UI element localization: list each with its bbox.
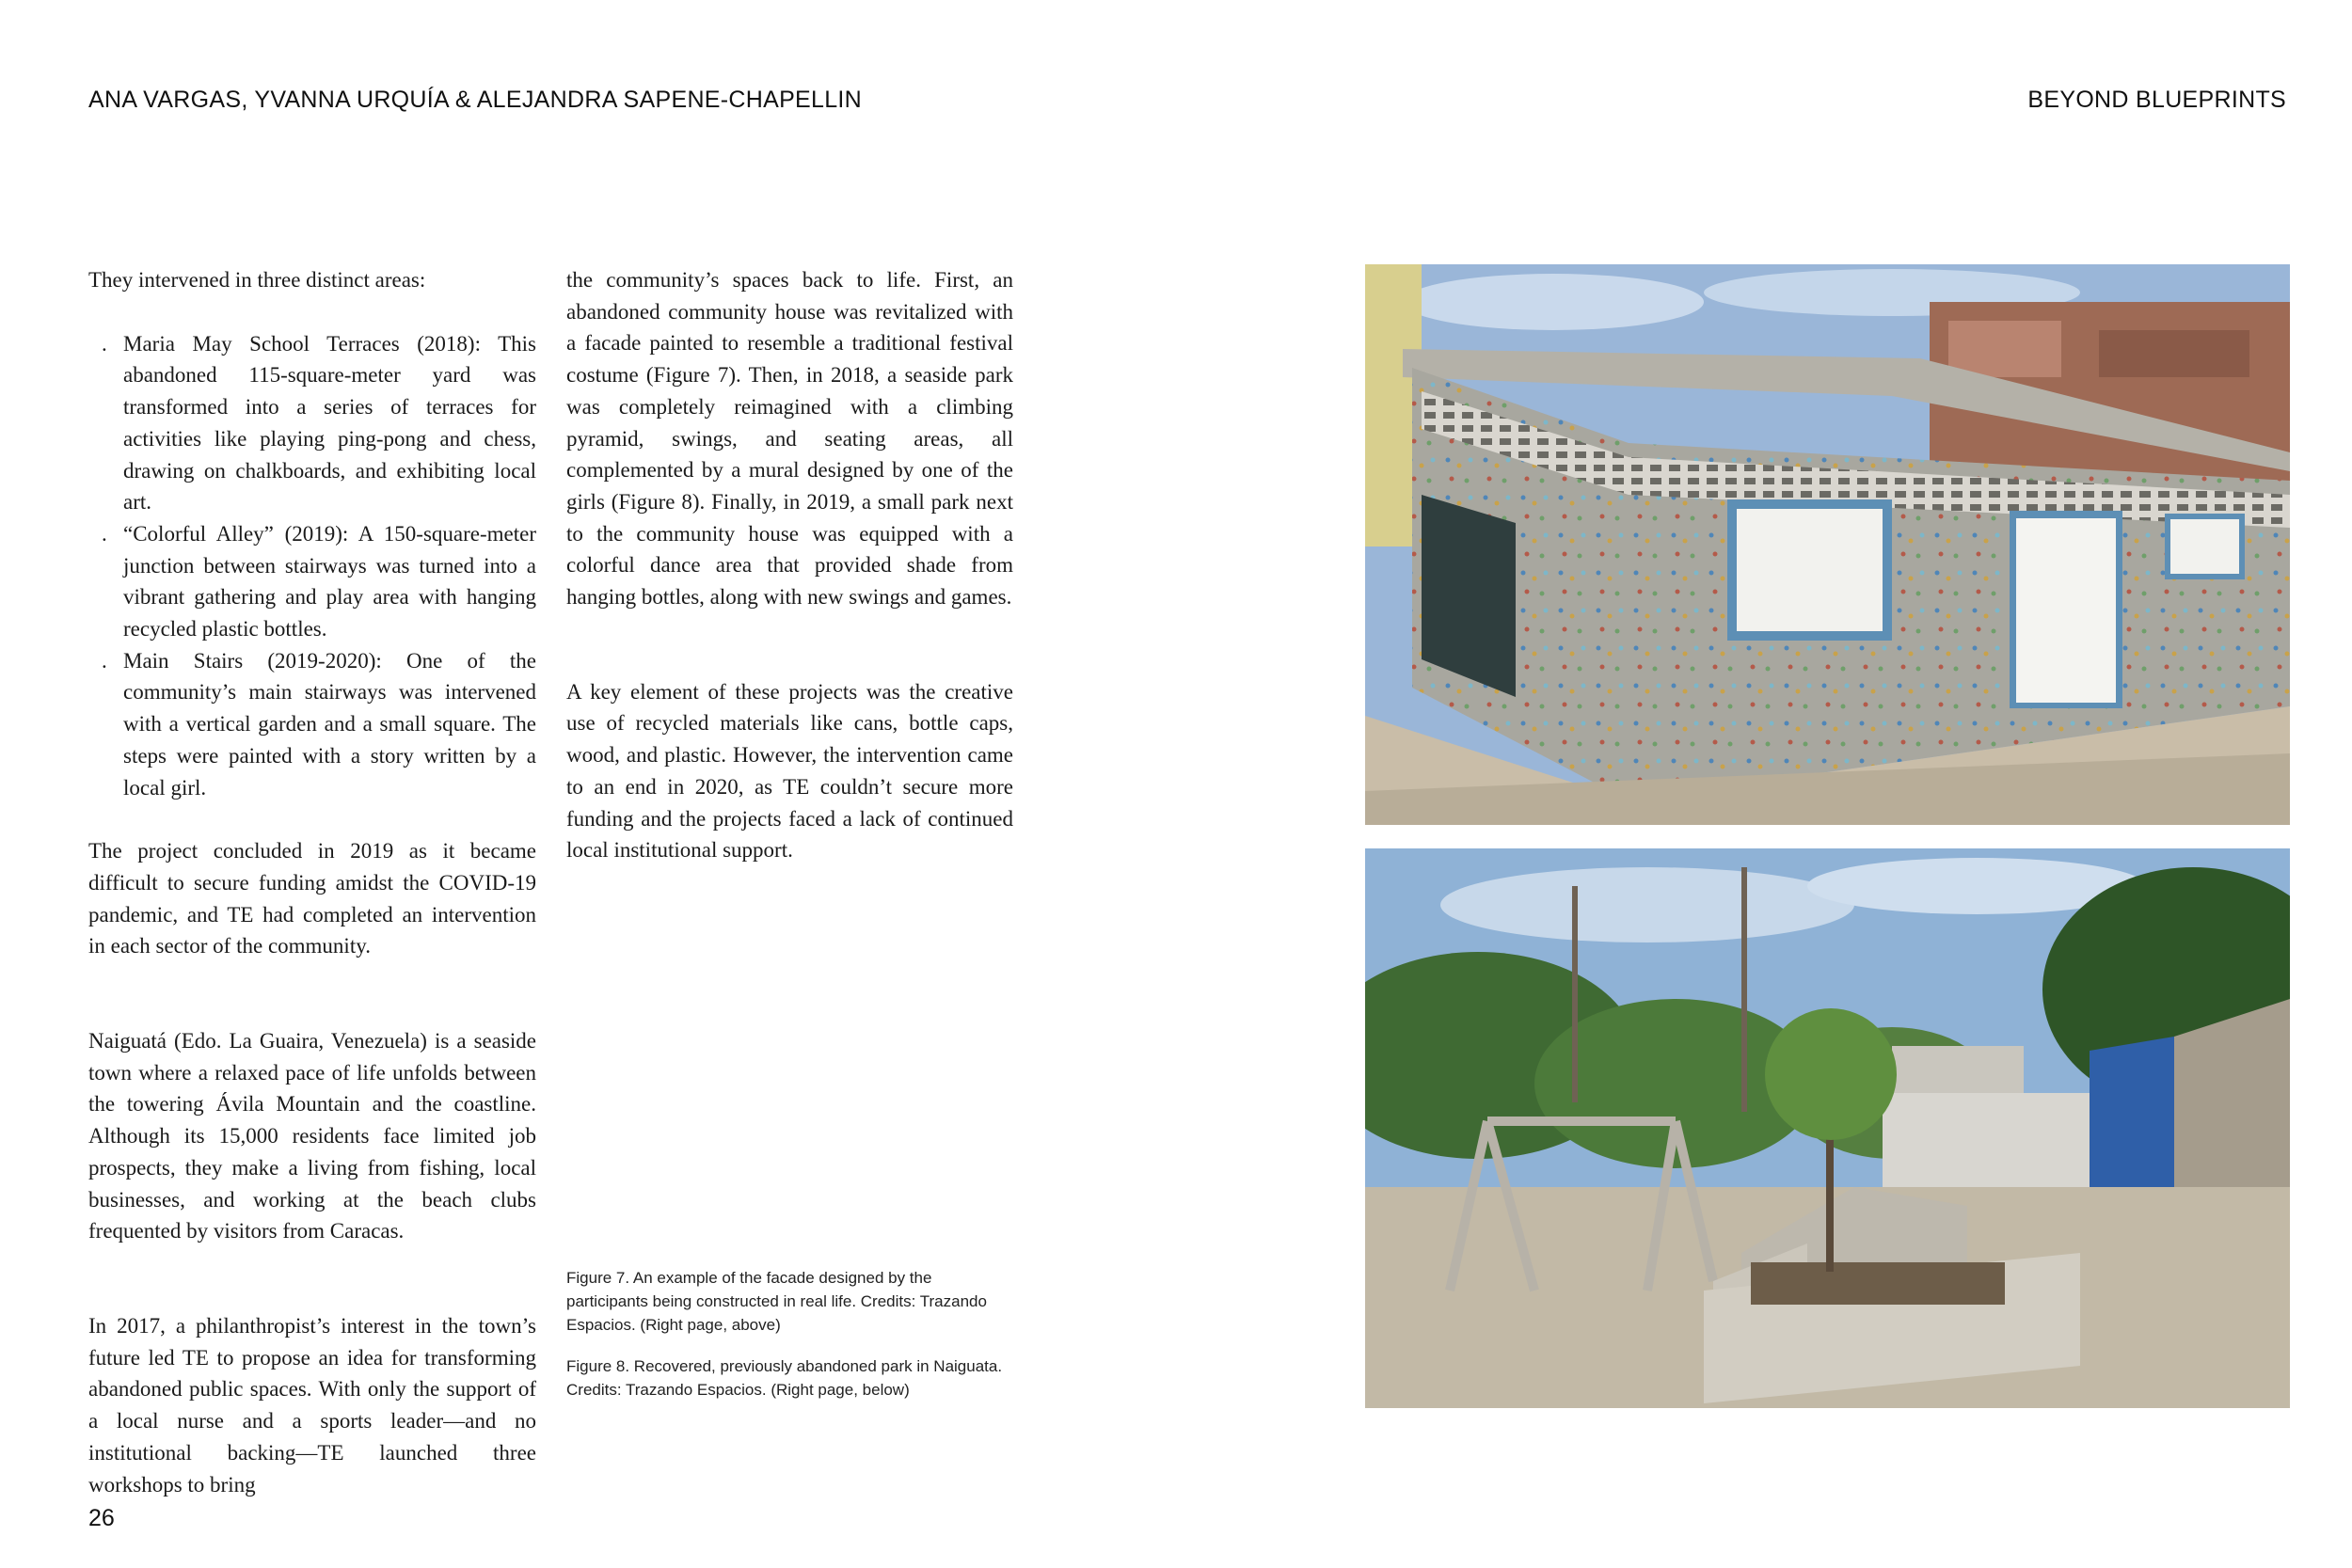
text-column-left [88, 264, 536, 1500]
areas-intro-paragraph: They intervened in three distinct areas: [88, 268, 426, 292]
figure-7-photo [1365, 264, 2290, 825]
text-column-middle [566, 264, 1013, 866]
list-item [88, 645, 536, 804]
running-header-publication: BEYOND BLUEPRINTS [2027, 87, 2286, 113]
naiguata-paragraph: Naiguatá (Edo. La Guaira, Venezuela) is a seaside town where a relaxed pace of life unfolds between the towering Ávila Mountain and the coastline. Although its 15,000 residents face limited job prospects, they make a living from fishing, local businesses, and working at the beach clubs frequented by visitors from Caracas. [88, 1029, 536, 1243]
figure-8-photo [1365, 848, 2290, 1408]
list-item [88, 518, 536, 645]
list-bullet: . [102, 648, 107, 673]
materials-paragraph: A key element of these projects was the creative use of recycled materials like cans, bottle caps, wood, and plastic. However, the intervention came to an end in 2020, as TE couldn’t secure more funding and the projects faced a lack of continued local institutional support. [566, 679, 1013, 863]
list-item-text: “Colorful Alley” (2019): A 150-square-meter junction between stairways was turned into a vibrant gathering and play area with hanging recycled plastic bottles. [123, 521, 536, 641]
figure-8-caption: Figure 8. Recovered, previously abandoned park in Naiguata. Credits: Trazando Espacios. (Right page, below) [566, 1357, 1003, 1399]
list-bullet: . [102, 331, 107, 356]
conclusion-paragraph: The project concluded in 2019 as it became difficult to secure funding amidst the COVID-19 pandemic, and TE had completed an intervention in each sector of the community. [88, 839, 536, 958]
facade-illustration [1365, 264, 2290, 825]
list-bullet: . [102, 521, 107, 546]
running-header-authors: ANA VARGAS, YVANNA URQUÍA & ALEJANDRA SAPENE-CHAPELLIN [88, 87, 863, 113]
list-item-text: Main Stairs (2019-2020): One of the community’s main stairways was intervened with a vertical garden and a small square. The steps were painted with a story written by a local girl. [123, 648, 536, 800]
list-item [88, 328, 536, 518]
list-item-text: Maria May School Terraces (2018): This abandoned 115-square-meter yard was transformed into a series of terraces for activities like playing ping-pong and chess, drawing on chalkboards, and exhibiting local art. [123, 331, 536, 515]
park-illustration [1365, 848, 2290, 1408]
page-number: 26 [88, 1505, 115, 1531]
philanthropist-paragraph: In 2017, a philanthropist’s interest in the town’s future led TE to propose an idea for transforming abandoned public spaces. With only the support of a local nurse and a sports leader—and no institutional backing—TE launched three workshops to bring [88, 1313, 536, 1497]
figure-7-caption: Figure 7. An example of the facade designed by the participants being constructed in real life. Credits: Trazando Espacios. (Right page, above) [566, 1269, 987, 1334]
continuation-paragraph: the community’s spaces back to life. First, an abandoned community house was revitalized with a facade painted to resemble a traditional festival costume (Figure 7). Then, in 2018, a seaside park was completely reimagined with a climbing pyramid, swings, and seating areas, all complemented by a mural designed by one of the girls (Figure 8). Finally, in 2019, a small park next to the community house was equipped with a colorful dance area that provided shade from hanging bottles, along with new swings and games. [566, 268, 1013, 610]
intervention-areas-list [88, 328, 536, 804]
